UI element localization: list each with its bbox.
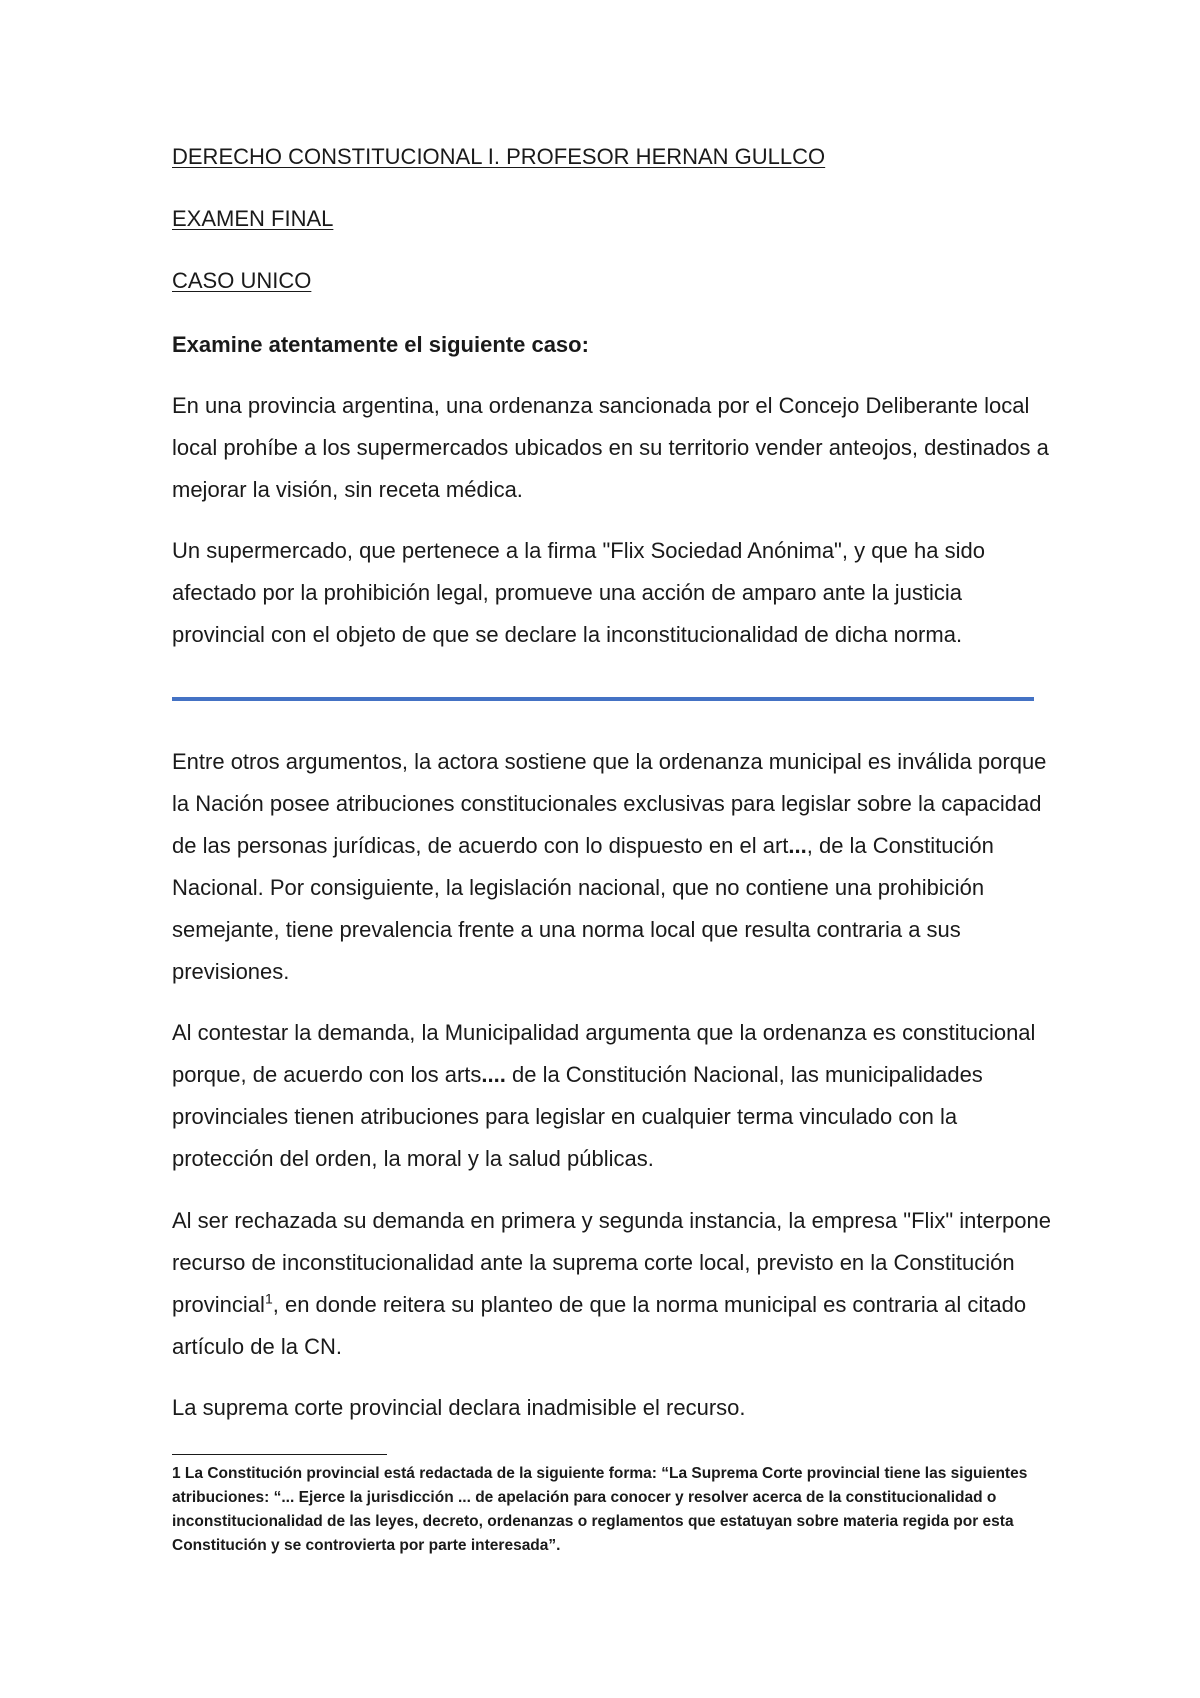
paragraph-text: de la Constitución Nacional, las municipalidades provinciales tienen atribuciones para legislar en cualquier terma vinculado con la protección del orden, la moral y la salud públicas.: [172, 1062, 983, 1171]
paragraph-appeal: [172, 1200, 1052, 1368]
paragraph-text: , en donde reitera su planteo de que la norma municipal es contraria al citado artículo de la CN.: [172, 1292, 1027, 1359]
paragraph-ruling: La suprema corte provincial declara inadmisible el recurso.: [172, 1395, 746, 1420]
paragraph-text: Entre otros argumentos, la actora sostiene que la ordenanza municipal es inválida porque la Nación posee atribuciones constitucionales exclusivas para legislar sobre la capacidad de las personas jurídicas, de acuerdo con lo dispuesto en el art: [172, 749, 1047, 858]
footnote-separator: [172, 1454, 387, 1455]
case-label: CASO UNICO: [172, 268, 312, 293]
document-title: DERECHO CONSTITUCIONAL I. PROFESOR HERNAN GULLCO: [172, 144, 826, 169]
paragraph-text: Al contestar la demanda, la Municipalidad argumenta que la ordenanza es constitucional porque, de acuerdo con los arts: [172, 1020, 1036, 1087]
instruction-heading: Examine atentamente el siguiente caso:: [172, 332, 589, 357]
ellipsis-placeholder: ...: [788, 833, 807, 858]
horizontal-rule: [172, 697, 1034, 701]
paragraph-amparo: Un supermercado, que pertenece a la firma "Flix Sociedad Anónima", y que ha sido afectado por la prohibición legal, promueve una acción de amparo ante la justicia provincial con el objeto de que se declare la inconstitucionalidad de dicha norma.: [172, 538, 985, 647]
paragraph-text: , de la Constitución Nacional. Por consiguiente, la legislación nacional, que no contiene una prohibición semejante, tiene prevalencia frente a una norma local que resulta contraria a sus previsiones.: [172, 833, 994, 984]
paragraph-ordinance: En una provincia argentina, una ordenanza sancionada por el Concejo Deliberante local local prohíbe a los supermercados ubicados en su territorio vender anteojos, destinados a mejorar la visión, sin receta médica.: [172, 393, 1049, 502]
exam-label: EXAMEN FINAL: [172, 206, 334, 231]
footnote-reference: 1: [264, 1290, 273, 1307]
paragraph-plaintiff-arguments: [172, 741, 1052, 993]
paragraph-text: Al ser rechazada su demanda en primera y segunda instancia, la empresa "Flix" interpone recurso de inconstitucionalidad ante la suprema corte local, previsto en la Constitución provincial: [172, 1208, 1051, 1317]
ellipsis-placeholder: ....: [481, 1062, 506, 1087]
footnote: 1 La Constitución provincial está redactada de la siguiente forma: “La Suprema Corte provincial tiene las siguientes atribuciones: “... Ejerce la jurisdicción ... de apelación para conocer y resolver acerca de la constitucionalidad o inconstitucionalidad de las leyes, decreto, ordenanzas o reglamentos que estatuyan sobre materia regida por esta Constitución y se controvierta por parte interesada”.: [172, 1465, 1028, 1554]
paragraph-municipality-response: [172, 1012, 1052, 1180]
